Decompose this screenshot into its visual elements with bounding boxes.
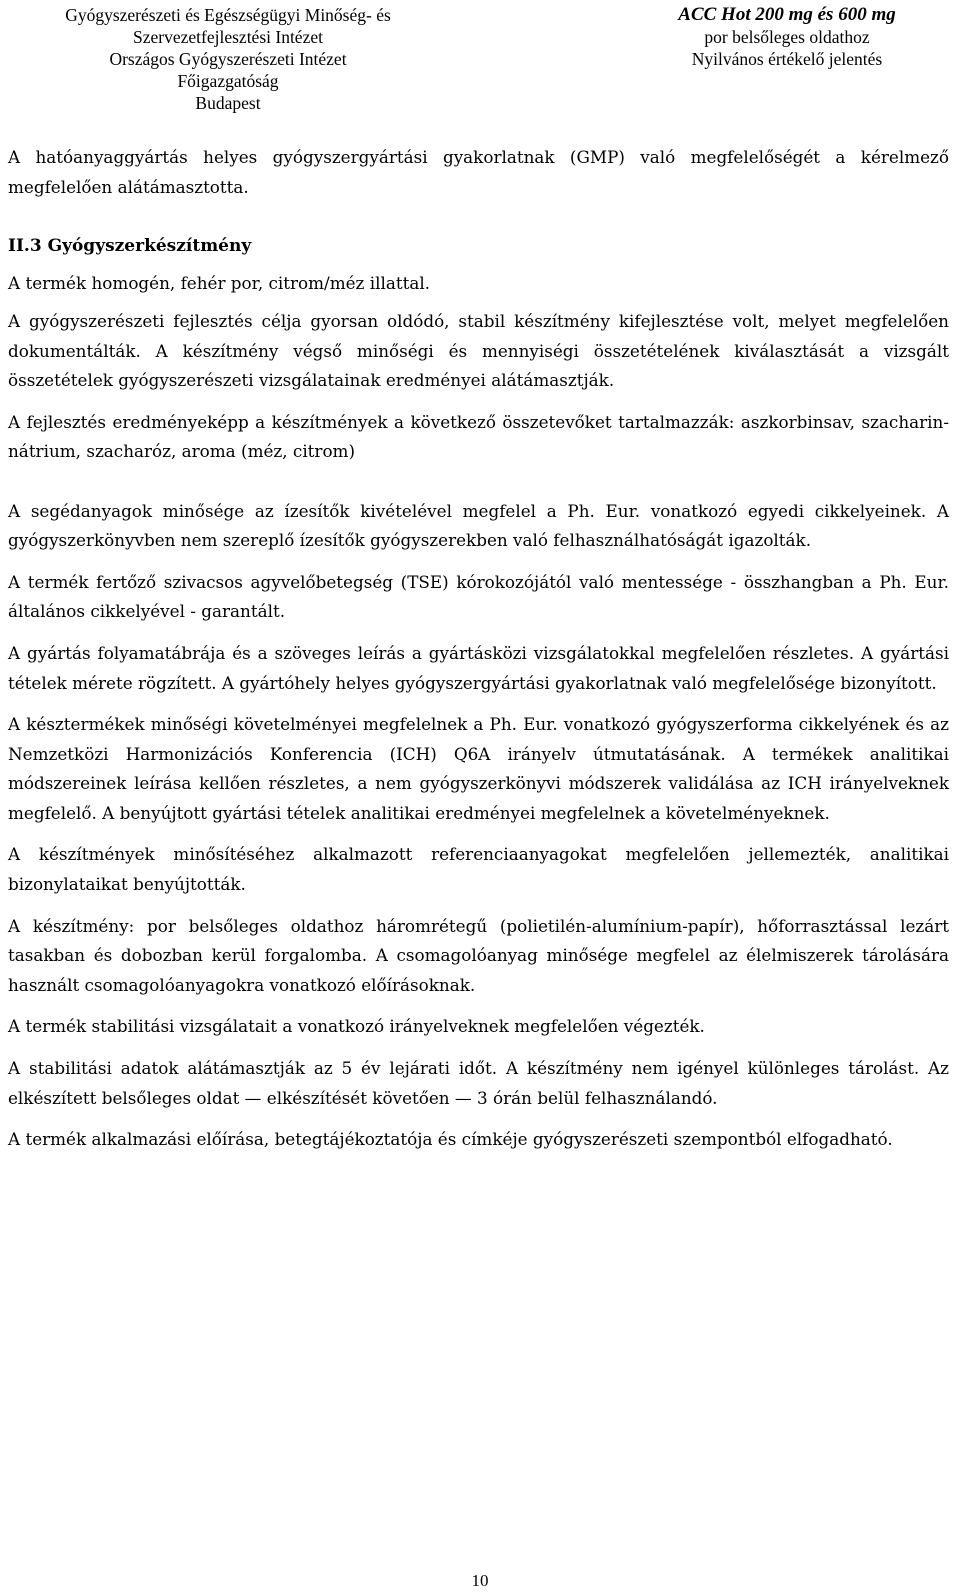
report-type: Nyilvános értékelő jelentés xyxy=(691,49,883,69)
product-name: ACC Hot 200 mg és 600 mg xyxy=(678,4,896,25)
paragraph-manufacturing: A gyártás folyamatábrája és a szöveges leírás a gyártásközi vizsgálatokkal megfelelően részletes. A gyártási tételek mérete rögzített. A gyártóhely helyes gyógyszergyártási gyakorlatnak való megfelelősége bizonyított. xyxy=(8,642,949,693)
section-title: II.3 Gyógyszerkészítmény xyxy=(8,235,252,256)
institution-line-2: Szervezetfejlesztési Intézet xyxy=(133,27,323,47)
paragraph-specifications: A késztermékek minőségi követelményei megfelelnek a Ph. Eur. vonatkozó gyógyszerforma cikkelyének és az Nemzetközi Harmonizációs Konferencia (ICH) Q6A irányelv útmutatásának. A termékek analitikai módszereinek leírása kellően részletes, a nem gyógyszerkönyvi módszerek validálása az ICH irányelveknek megfelelő. A benyújtott gyártási tételek analitikai eredményei megfelelnek a követelményeknek. xyxy=(8,714,949,823)
paragraph-stability-studies: A termék stabilitási vizsgálatait a vonatkozó irányelveknek megfelelően végezték. xyxy=(8,1016,705,1037)
paragraph-gmp: A hatóanyaggyártás helyes gyógyszergyártási gyakorlatnak (GMP) való megfelelőségét a kérelmező megfelelően alátámasztotta. xyxy=(8,147,949,197)
paragraph-labelling: A termék alkalmazási előírása, betegtájékoztatója és címkéje gyógyszerészeti szempontból elfogadható. xyxy=(8,1129,893,1150)
paragraph-tse: A termék fertőző szivacsos agyvelőbetegség (TSE) kórokozójától való mentessége - összhangban a Ph. Eur. általános cikkelyével - garantált. xyxy=(8,571,949,622)
document-body xyxy=(8,143,949,1167)
paragraph-composition: A fejlesztés eredményeképp a készítmények a következő összetevőket tartalmazzák: aszkorbinsav, szacharin-nátrium, szacharóz, aroma (méz, citrom) xyxy=(8,411,949,462)
paragraph-appearance: A termék homogén, fehér por, citrom/méz illattal. xyxy=(8,273,431,294)
product-block xyxy=(662,4,912,70)
paragraph-development: A gyógyszerészeti fejlesztés célja gyorsan oldódó, stabil készítmény kifejlesztése volt, melyet megfelelően dokumentálták. A készítmény végső minőségi és mennyiségi összetételének kiválasztását a vizsgált összetételek gyógyszerészeti vizsgálatainak eredményei alátámasztják. xyxy=(8,310,949,391)
page-header xyxy=(8,4,952,116)
paragraph-excipients: A segédanyagok minősége az ízesítők kivételével megfelel a Ph. Eur. vonatkozó egyedi cikkelyeinek. A gyógyszerkönyvben nem szereplő ízesítők gyógyszerekben való felhasználhatóságát igazolták. xyxy=(8,500,949,551)
institution-line-4: Főigazgatóság xyxy=(177,71,279,91)
product-form: por belsőleges oldathoz xyxy=(704,27,870,47)
page-number: 10 xyxy=(471,1571,489,1590)
institution-line-3: Országos Gyógyszerészeti Intézet xyxy=(109,49,347,69)
institution-line-5: Budapest xyxy=(195,93,261,113)
paragraph-shelf-life: A stabilitási adatok alátámasztják az 5 év lejárati időt. A készítmény nem igényel különleges tárolást. Az elkészített belsőleges oldat — elkészítését követően — 3 órán belül felhasználandó. xyxy=(8,1058,949,1108)
institution-line-1: Gyógyszerészeti és Egészségügyi Minőség- és xyxy=(65,5,391,25)
paragraph-reference-materials: A készítmények minősítéséhez alkalmazott referenciaanyagokat megfelelően jellemezték, analitikai bizonylataikat benyújtották. xyxy=(8,844,949,895)
institution-block xyxy=(8,4,448,114)
paragraph-packaging: A készítmény: por belsőleges oldathoz háromrétegű (polietilén-alumínium-papír), hőforrasztással lezárt tasakban és dobozban kerül forgalomba. A csomagolóanyag minősége megfelel az élelmiszerek tárolására használt csomagolóanyagokra vonatkozó előírásoknak. xyxy=(8,915,949,995)
